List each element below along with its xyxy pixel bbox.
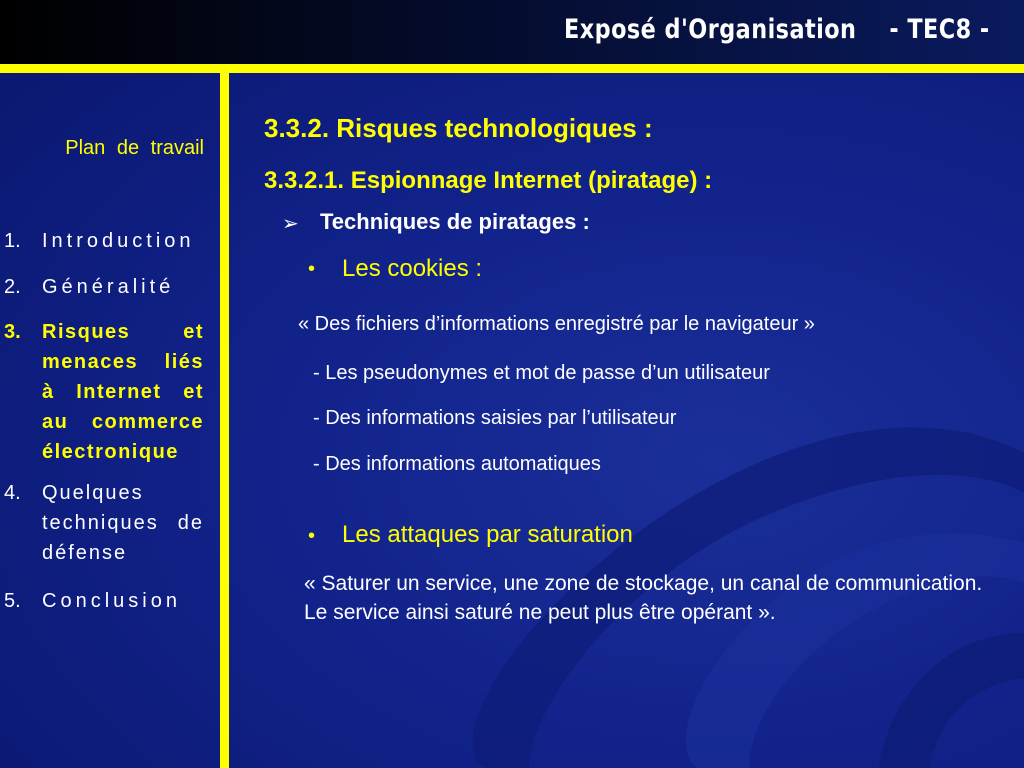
presentation-title: Exposé d'Organisation - TEC8 - <box>564 14 990 45</box>
sidebar-item-number: 2. <box>4 276 21 298</box>
topic-heading: Techniques de piratages : <box>320 209 590 234</box>
section-title: 3.3.2. Risques technologiques : <box>264 113 653 143</box>
bullet-saturation-attacks: Les attaques par saturation <box>342 521 633 548</box>
sidebar-heading: Plan de travail <box>65 137 204 159</box>
sidebar-item-label: Risques et menaces liés à Internet et au commerce électronique <box>42 321 204 463</box>
list-item: - Des informations saisies par l’utilisateur <box>313 407 677 429</box>
sidebar-item-number: 5. <box>4 590 21 612</box>
saturation-definition: « Saturer un service, une zone de stockage, un canal de communication. Le service ainsi saturé ne peut plus être opérant ». <box>304 572 983 624</box>
sidebar-item-label: Généralité <box>42 276 175 298</box>
bullet-icon: • <box>308 525 316 547</box>
cookies-definition: « Des fichiers d’informations enregistré par le navigateur » <box>298 313 815 335</box>
sidebar-item-label: Conclusion <box>42 590 181 612</box>
sidebar-divider <box>220 73 229 768</box>
bullet-icon: • <box>308 258 316 280</box>
sidebar-item-label: Quelques techniques de défense <box>42 482 204 564</box>
arrow-bullet-icon: ➢ <box>282 213 299 235</box>
bullet-cookies: Les cookies : <box>342 255 483 282</box>
header-bar <box>0 0 1024 64</box>
list-item: - Les pseudonymes et mot de passe d’un utilisateur <box>313 362 770 384</box>
subsection-title: 3.3.2.1. Espionnage Internet (piratage) : <box>264 167 713 194</box>
header-divider <box>0 64 1024 73</box>
sidebar-item-number: 4. <box>4 482 21 504</box>
sidebar <box>0 73 220 768</box>
list-item: - Des informations automatiques <box>313 453 601 475</box>
sidebar-item-number: 1. <box>4 230 21 252</box>
sidebar-item-label: Introduction <box>42 230 195 252</box>
sidebar-item-number: 3. <box>4 321 21 343</box>
